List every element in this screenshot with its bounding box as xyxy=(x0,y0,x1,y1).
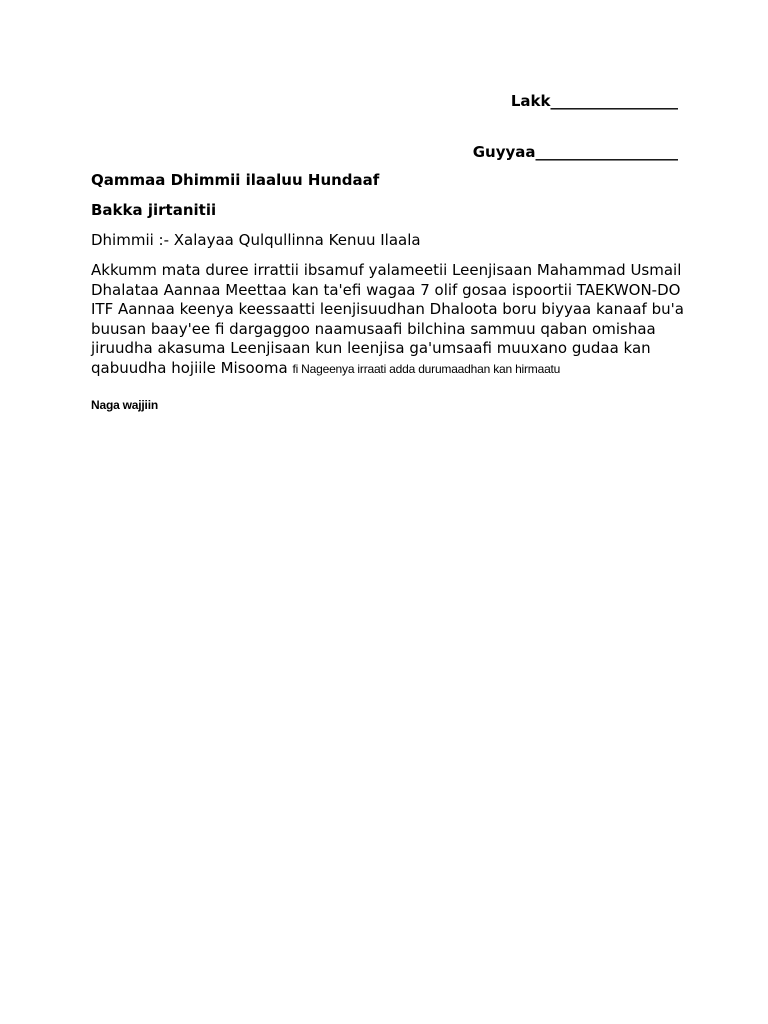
letter-body xyxy=(91,261,691,379)
letter-body-tail: fi Nageenya irraati adda durumaadhan kan hirmaatu xyxy=(292,361,561,376)
reference-number-line: Lakk_________________ xyxy=(510,92,678,110)
letter-closing: Naga wajjiin xyxy=(91,398,158,412)
letter-title: Qammaa Dhimmii ilaaluu Hundaaf xyxy=(91,171,380,189)
letter-recipient-place: Bakka jirtanitii xyxy=(91,201,217,219)
date-line: Guyyaa___________________ xyxy=(472,143,678,161)
letter-body-main: Akkumm mata duree irrattii ibsamuf yalameetii Leenjisaan Mahammad Usmail Dhalataa Aannaa Meettaa kan ta'efi wagaa 7 olif gosaa ispoortii TAEKWON-DO ITF Aannaa keenya keessaatti leenjisuudhan Dhaloota boru biyyaa kanaaf bu'a buusan baay'ee fi dargaggoo naamusaafi bilchina sammuu qaban omishaa jiruudha akasuma Leenjisaan kun leenjisa ga'umsaafi muuxano gudaa kan qabuudha hojiile Misooma xyxy=(91,261,684,377)
letter-subject: Dhimmii :- Xalayaa Qulqullinna Kenuu Ilaala xyxy=(91,231,421,249)
